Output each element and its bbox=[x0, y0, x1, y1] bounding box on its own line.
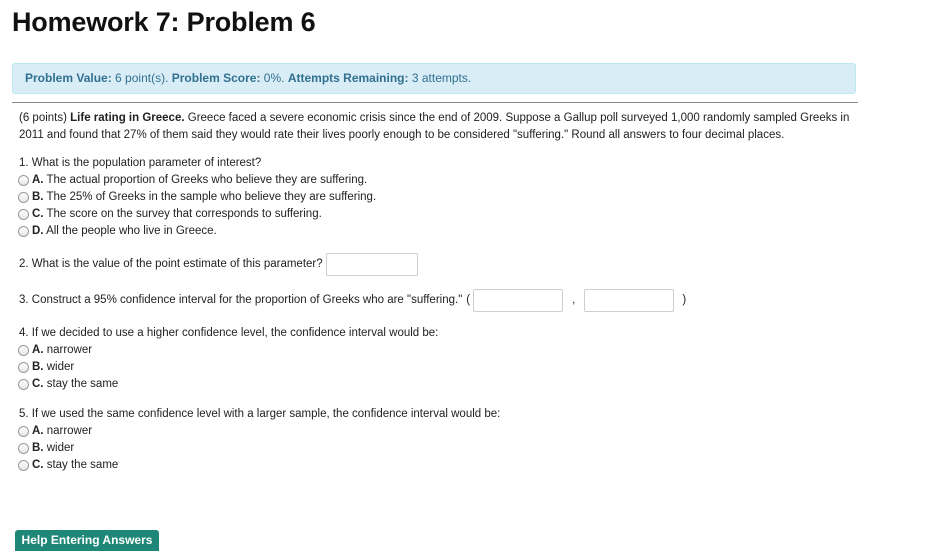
problem-info-box bbox=[12, 63, 856, 94]
question-1 bbox=[19, 155, 854, 240]
q5-option-b[interactable] bbox=[19, 440, 854, 457]
problem-score: 0%. bbox=[263, 71, 285, 85]
option-text: stay the same bbox=[46, 378, 119, 390]
interval-open-paren: ( bbox=[466, 294, 471, 306]
option-text: narrower bbox=[46, 425, 93, 437]
option-text: stay the same bbox=[46, 459, 119, 471]
attempts-remaining: 3 attempts. bbox=[411, 71, 472, 85]
q1-radio-a[interactable] bbox=[18, 175, 29, 186]
q1-option-c[interactable] bbox=[19, 206, 854, 223]
q4-option-a[interactable] bbox=[19, 342, 854, 359]
option-text: wider bbox=[46, 442, 75, 454]
option-text: The score on the survey that corresponds to suffering. bbox=[46, 208, 322, 220]
question-3 bbox=[19, 288, 854, 313]
attempts-remaining-label: Attempts Remaining: bbox=[287, 71, 409, 85]
question-5-text: 5. If we used the same confidence level with a larger sample, the confidence interval would be: bbox=[19, 408, 501, 420]
option-letter: C. bbox=[32, 459, 44, 471]
q4-radio-a[interactable] bbox=[18, 345, 29, 356]
interval-close-paren: ) bbox=[682, 294, 687, 306]
option-letter: D. bbox=[32, 225, 44, 237]
option-letter: A. bbox=[32, 344, 44, 356]
question-1-text: 1. What is the population parameter of interest? bbox=[19, 157, 262, 169]
q5-radio-a[interactable] bbox=[18, 426, 29, 437]
option-letter: A. bbox=[32, 174, 44, 186]
ci-upper-input[interactable] bbox=[584, 289, 674, 312]
ci-lower-input[interactable] bbox=[473, 289, 563, 312]
q1-radio-d[interactable] bbox=[18, 226, 29, 237]
option-text: wider bbox=[46, 361, 75, 373]
q5-option-a[interactable] bbox=[19, 423, 854, 440]
q5-radio-b[interactable] bbox=[18, 443, 29, 454]
problem-body bbox=[19, 110, 854, 474]
option-letter: B. bbox=[32, 361, 44, 373]
q5-option-c[interactable] bbox=[19, 457, 854, 474]
option-text: The 25% of Greeks in the sample who believe they are suffering. bbox=[46, 191, 377, 203]
option-text: The actual proportion of Greeks who believe they are suffering. bbox=[46, 174, 368, 186]
question-4 bbox=[19, 325, 854, 393]
option-text: narrower bbox=[46, 344, 93, 356]
question-5 bbox=[19, 406, 854, 474]
q1-radio-b[interactable] bbox=[18, 192, 29, 203]
page-title: Homework 7: Problem 6 bbox=[12, 7, 316, 37]
option-letter: B. bbox=[32, 442, 44, 454]
q4-radio-b[interactable] bbox=[18, 362, 29, 373]
q4-radio-c[interactable] bbox=[18, 379, 29, 390]
interval-separator: , bbox=[572, 294, 576, 306]
question-3-text: 3. Construct a 95% confidence interval for the proportion of Greeks who are "suffering." bbox=[19, 294, 463, 306]
q5-radio-c[interactable] bbox=[18, 460, 29, 471]
problem-score-label: Problem Score: bbox=[171, 71, 261, 85]
problem-description: Greece faced a severe economic crisis since the end of 2009. Suppose a Gallup poll surveyed 1,000 randomly sampled Greeks in 2011 and found that 27% of them said they would rate their lives poorly enough to be considered "suffering." Round all answers to four decimal places. bbox=[19, 112, 850, 141]
question-2 bbox=[19, 252, 854, 277]
q1-option-a[interactable] bbox=[19, 172, 854, 189]
problem-topic: Life rating in Greece. bbox=[70, 112, 185, 124]
problem-points: (6 points) bbox=[19, 112, 67, 124]
q4-option-b[interactable] bbox=[19, 359, 854, 376]
q1-option-d[interactable] bbox=[19, 223, 854, 240]
option-letter: B. bbox=[32, 191, 44, 203]
q1-radio-c[interactable] bbox=[18, 209, 29, 220]
point-estimate-input[interactable] bbox=[326, 253, 418, 276]
option-letter: A. bbox=[32, 425, 44, 437]
option-letter: C. bbox=[32, 378, 44, 390]
option-letter: C. bbox=[32, 208, 44, 220]
question-2-text: 2. What is the value of the point estimate of this parameter? bbox=[19, 258, 323, 270]
help-entering-answers-button[interactable]: Help Entering Answers bbox=[15, 530, 159, 551]
q4-option-c[interactable] bbox=[19, 376, 854, 393]
q1-option-b[interactable] bbox=[19, 189, 854, 206]
option-text: All the people who live in Greece. bbox=[46, 225, 217, 237]
problem-value-label: Problem Value: bbox=[25, 71, 112, 85]
problem-value: 6 point(s). bbox=[115, 71, 169, 85]
question-4-text: 4. If we decided to use a higher confidence level, the confidence interval would be: bbox=[19, 327, 439, 339]
divider bbox=[12, 102, 858, 103]
problem-intro bbox=[19, 110, 854, 144]
